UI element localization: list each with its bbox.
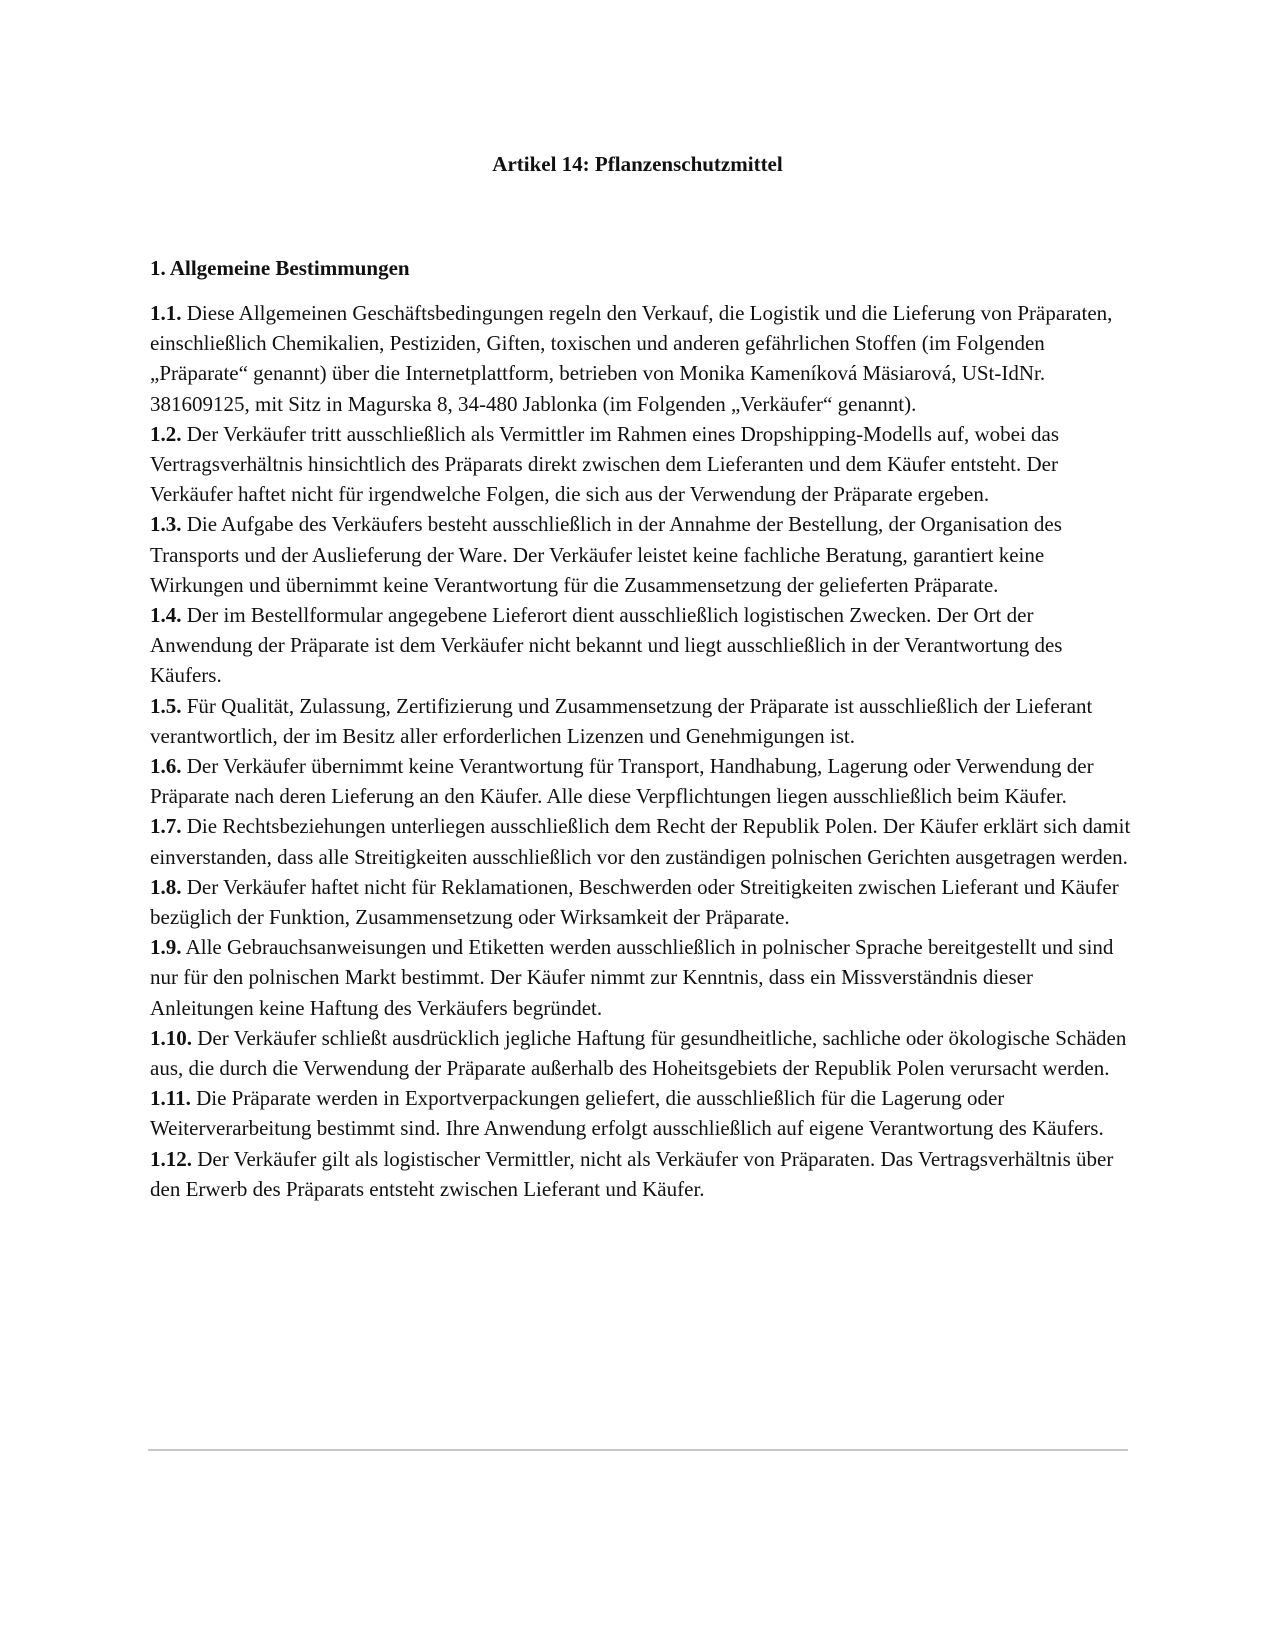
clause-text: Der im Bestellformular angegebene Lieferort dient ausschließlich logistischen Zwecken. Der Ort der Anwendung der Präparate ist dem Verkäufer nicht bekannt und liegt ausschließlich in der Verantwortung des Käufers. (150, 603, 1063, 688)
clause-1-11 (150, 1083, 1132, 1143)
clause-number: 1.7. (150, 814, 182, 839)
clause-text: Die Präparate werden in Exportverpackungen geliefert, die ausschließlich für die Lagerung oder Weiterverarbeitung bestimmt sind. Ihre Anwendung erfolgt ausschließlich auf eigene Verantwortung des Käufers. (150, 1086, 1104, 1141)
clause-text: Der Verkäufer gilt als logistischer Vermittler, nicht als Verkäufer von Präparaten. Das Vertragsverhältnis über den Erwerb des Präparats entsteht zwischen Lieferant und Käufer. (150, 1146, 1114, 1201)
clause-number: 1.5. (150, 693, 182, 718)
clause-list (150, 298, 1132, 1204)
clause-text: Diese Allgemeinen Geschäftsbedingungen regeln den Verkauf, die Logistik und die Lieferung von Präparaten, einschließlich Chemikalien, Pestiziden, Giften, toxischen und anderen gefährlichen Stoffen (im Folgenden „Präparate“ genannt) über die Internetplattform, betrieben von Monika Kameníková Mäsiarová, USt-IdNr. 381609125, mit Sitz in Magurska 8, 34-480 Jablonka (im Folgenden „Verkäufer“ genannt). (150, 301, 1113, 416)
clause-number: 1.11. (150, 1086, 191, 1111)
clause-1-7 (150, 811, 1132, 871)
clause-number: 1.8. (150, 874, 182, 899)
clause-1-12 (150, 1144, 1132, 1204)
clause-number: 1.10. (150, 1025, 192, 1050)
clause-text: Der Verkäufer haftet nicht für Reklamationen, Beschwerden oder Streitigkeiten zwischen Lieferant und Käufer bezüglich der Funktion, Zusammensetzung oder Wirksamkeit der Präparate. (150, 874, 1119, 930)
clause-text: Der Verkäufer schließt ausdrücklich jegliche Haftung für gesundheitliche, sachliche oder ökologische Schäden aus, die durch die Verwendung der Präparate außerhalb des Hoheitsgebiets der Republik Polen verursacht werden. (150, 1025, 1127, 1081)
clause-1-6 (150, 751, 1132, 811)
clause-number: 1.1. (150, 301, 182, 325)
clause-text: Der Verkäufer tritt ausschließlich als Vermittler im Rahmen eines Dropshipping-Modells auf, wobei das Vertragsverhältnis hinsichtlich des Präparats direkt zwischen dem Lieferanten und dem Käufer entsteht. Der Verkäufer haftet nicht für irgendwelche Folgen, die sich aus der Verwendung der Präparate ergeben. (150, 421, 1060, 507)
horizontal-divider (148, 1449, 1128, 1451)
clause-text: Der Verkäufer übernimmt keine Verantwortung für Transport, Handhabung, Lagerung oder Verwendung der Präparate nach deren Lieferung an den Käufer. Alle diese Verpflichtungen liegen ausschließlich beim Käufer. (150, 754, 1094, 809)
clause-number: 1.3. (150, 512, 182, 537)
clause-number: 1.6. (150, 754, 182, 779)
clause-text: Alle Gebrauchsanweisungen und Etiketten werden ausschließlich in polnischer Sprache bereitgestellt und sind nur für den polnischen Markt bestimmt. Der Käufer nimmt zur Kenntnis, dass ein Missverständnis dieser Anleitungen keine Haftung des Verkäufers begründet. (150, 935, 1114, 1020)
clause-text: Die Aufgabe des Verkäufers besteht ausschließlich in der Annahme der Bestellung, der Organisation des Transports und der Auslieferung der Ware. Der Verkäufer leistet keine fachliche Beratung, garantiert keine Wirkungen und übernimmt keine Verantwortung für die Zusammensetzung der gelieferten Präparate. (150, 512, 1062, 597)
section-heading: 1. Allgemeine Bestimmungen (150, 256, 410, 280)
clause-1-5 (150, 691, 1132, 751)
clause-1-4 (150, 600, 1132, 691)
clause-text: Die Rechtsbeziehungen unterliegen ausschließlich dem Recht der Republik Polen. Der Käufer erklärt sich damit einverstanden, dass alle Streitigkeiten ausschließlich vor den zuständigen polnischen Gerichten ausgetragen werden. (150, 814, 1131, 869)
clause-number: 1.2. (150, 421, 182, 446)
clause-number: 1.4. (150, 603, 182, 628)
clause-1-1 (150, 298, 1132, 419)
clause-number: 1.9. (150, 935, 182, 960)
clause-1-2 (150, 419, 1132, 510)
clause-1-9 (150, 932, 1132, 1023)
clause-1-10 (150, 1023, 1132, 1083)
clause-1-8 (150, 872, 1132, 932)
clause-number: 1.12. (150, 1146, 192, 1171)
clause-1-3 (150, 509, 1132, 600)
document-title: Artikel 14: Pflanzenschutzmittel (492, 152, 783, 176)
clause-text: Für Qualität, Zulassung, Zertifizierung und Zusammensetzung der Präparate ist ausschließlich der Lieferant verantwortlich, der im Besitz aller erforderlichen Lizenzen und Genehmigungen ist. (150, 693, 1093, 748)
